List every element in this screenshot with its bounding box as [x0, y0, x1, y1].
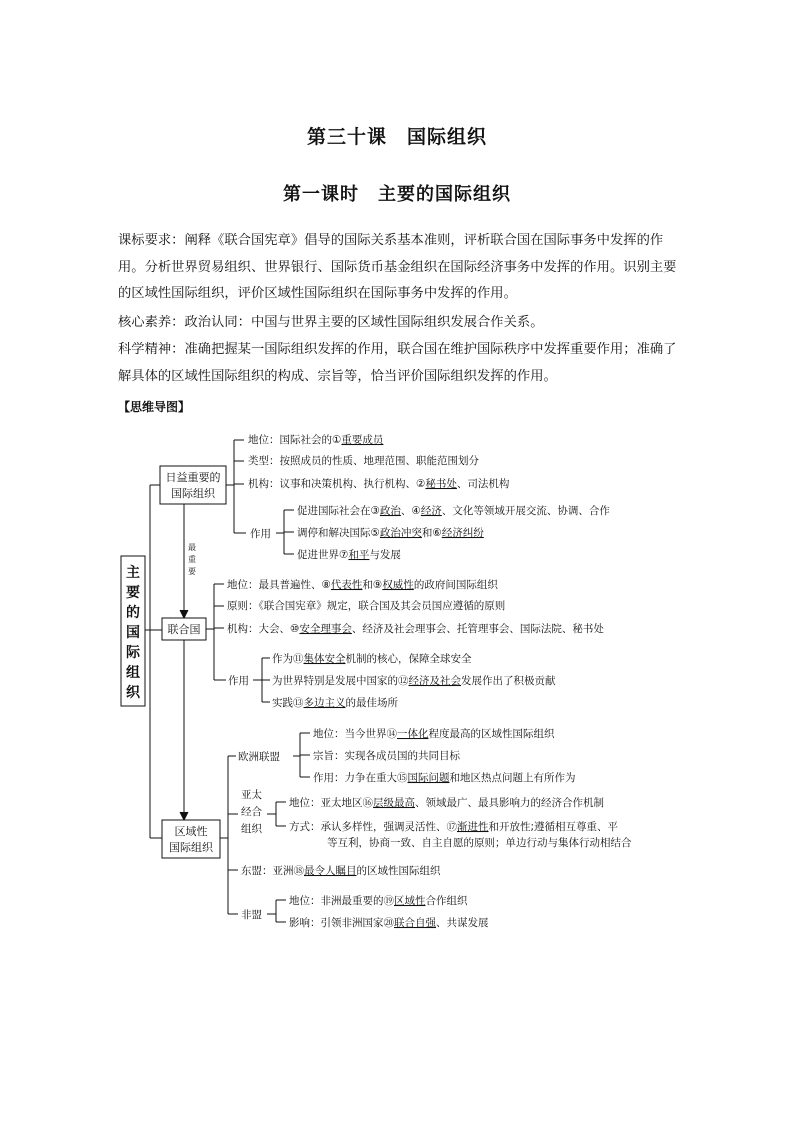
svg-text:等互利，协商一致、自主自愿的原则；单边行动与集体行动相结合: 等互利，协商一致、自主自愿的原则；单边行动与集体行动相结合 [327, 837, 632, 849]
svg-text:联合国: 联合国 [167, 623, 201, 636]
eu-label: 欧洲联盟 [238, 751, 280, 763]
intl-role-3 [297, 548, 401, 561]
svg-text:东盟：亚洲⑱最令人瞩目的区域性国际组织: 东盟：亚洲⑱最令人瞩目的区域性国际组织 [241, 865, 441, 877]
eu-aim: 宗旨：实现各成员国的共同目标 [313, 750, 460, 762]
intl-role-1 [297, 504, 610, 517]
au-label: 非盟 [241, 909, 262, 921]
lesson-title: 第三十课 国际组织 [306, 126, 487, 148]
intl-status [248, 433, 385, 446]
svg-text:机构：议事和决策机构、执行机构、②秘书处、司法机构: 机构：议事和决策机构、执行机构、②秘书处、司法机构 [248, 478, 510, 490]
apec-label [241, 788, 262, 835]
asean [241, 864, 441, 877]
svg-text:国际组织: 国际组织 [169, 841, 213, 854]
eu-role [313, 771, 576, 784]
root-text [126, 564, 141, 701]
edge-label-most-important [188, 543, 196, 576]
au-impact [289, 916, 489, 929]
un-role-1 [272, 652, 472, 665]
un-role-2 [272, 674, 556, 687]
svg-text:国际组织: 国际组织 [171, 487, 215, 500]
svg-text:为世界特别是发展中国家的⑫经济及社会发展作出了积极贡献: 为世界特别是发展中国家的⑫经济及社会发展作出了积极贡献 [272, 675, 556, 687]
svg-text:组织: 组织 [241, 823, 262, 835]
svg-text:作用：力争在重大⑮国际问题和地区热点问题上有所作为: 作用：力争在重大⑮国际问题和地区热点问题上有所作为 [313, 772, 576, 784]
svg-text:地位：国际社会的①重要成员: 地位：国际社会的①重要成员 [248, 434, 384, 446]
au-status [289, 894, 468, 907]
svg-text:实践⑬多边主义的最佳场所: 实践⑬多边主义的最佳场所 [272, 697, 398, 709]
scientific-spirit: 科学精神：准确把握某一国际组织发挥的作用，联合国在维护国际秩序中发挥重要作用；准确了解具体的区域性国际组织的构成、宗旨等，恰当评价国际组织发挥的作用。 [118, 342, 677, 384]
svg-text:织: 织 [126, 685, 140, 701]
svg-text:亚太: 亚太 [241, 789, 262, 801]
intl-organs [248, 477, 510, 490]
svg-text:要: 要 [188, 567, 196, 576]
svg-text:地位：当今世界⑭一体化程度最高的区域性国际组织: 地位：当今世界⑭一体化程度最高的区域性国际组织 [313, 728, 555, 740]
svg-text:际: 际 [126, 645, 140, 661]
svg-text:作为⑪集体安全机制的核心，保障全球安全: 作为⑪集体安全机制的核心，保障全球安全 [272, 653, 472, 665]
svg-text:促进世界⑦和平与发展: 促进世界⑦和平与发展 [297, 549, 401, 561]
svg-text:促进国际社会在③政治、④经济、文化等领域开展交流、协调、合作: 促进国际社会在③政治、④经济、文化等领域开展交流、协调、合作 [297, 505, 610, 517]
svg-text:重: 重 [188, 555, 196, 564]
svg-text:国: 国 [126, 625, 140, 641]
apec-way [289, 820, 632, 849]
un-role-3 [272, 696, 398, 709]
svg-text:日益重要的: 日益重要的 [165, 471, 221, 484]
svg-text:的: 的 [126, 605, 140, 621]
svg-text:机构：大会、⑩安全理事会、经济及社会理事会、托管理事会、国际: 机构：大会、⑩安全理事会、经济及社会理事会、托管理事会、国际法院、秘书处 [227, 623, 604, 635]
core-literacy: 核心素养：政治认同：中国与世界主要的区域性国际组织发展合作关系。 [118, 315, 544, 330]
svg-text:主: 主 [126, 565, 140, 581]
eu-status [313, 727, 555, 740]
lesson-subtitle: 第一课时 主要的国际组织 [283, 184, 511, 205]
svg-text:最: 最 [188, 543, 196, 552]
un-organs [227, 622, 604, 635]
svg-text:地位：最具普遍性、⑧代表性和⑨权威性的政府间国际组织: 地位：最具普遍性、⑧代表性和⑨权威性的政府间国际组织 [227, 579, 498, 591]
svg-text:组: 组 [126, 665, 140, 681]
un-role-label: 作用 [228, 675, 249, 687]
intl-type: 类型：按照成员的性质、地理范围、职能范围划分 [248, 455, 479, 467]
svg-text:调停和解决国际⑤政治冲突和⑥经济纠纷: 调停和解决国际⑤政治冲突和⑥经济纠纷 [297, 527, 484, 539]
un-status [227, 578, 498, 591]
svg-text:经合: 经合 [241, 806, 262, 818]
intl-role-2 [297, 526, 484, 539]
un-principle: 原则：《联合国宪章》规定，联合国及其会员国应遵循的原则 [227, 600, 506, 612]
svg-text:影响：引领非洲国家⑳联合自强、共谋发展: 影响：引领非洲国家⑳联合自强、共谋发展 [289, 917, 489, 929]
svg-text:方式：承认多样性，强调灵活性、⑰渐进性和开放性;遵循相互尊重: 方式：承认多样性，强调灵活性、⑰渐进性和开放性;遵循相互尊重、平 [289, 821, 619, 833]
intl-role-label: 作用 [250, 528, 271, 540]
svg-text:区域性: 区域性 [174, 825, 208, 838]
mindmap-label: 【思维导图】 [118, 400, 191, 414]
apec-status [289, 796, 604, 809]
svg-text:地位：亚太地区⑯层级最高、领域最广、最具影响力的经济合作机制: 地位：亚太地区⑯层级最高、领域最广、最具影响力的经济合作机制 [289, 797, 604, 809]
svg-text:要: 要 [126, 585, 140, 601]
curriculum-standard: 课标要求：阐释《联合国宪章》倡导的国际关系基本准则，评析联合国在国际事务中发挥的作用。分析世界贸易组织、世界银行、国际货币基金组织在国际经济事务中发挥的作用。识别主要的区域性国际组织，评价区域性国际组织在国际事务中发挥的作用。 [118, 233, 677, 301]
svg-text:地位：非洲最重要的⑲区域性合作组织: 地位：非洲最重要的⑲区域性合作组织 [289, 895, 468, 907]
